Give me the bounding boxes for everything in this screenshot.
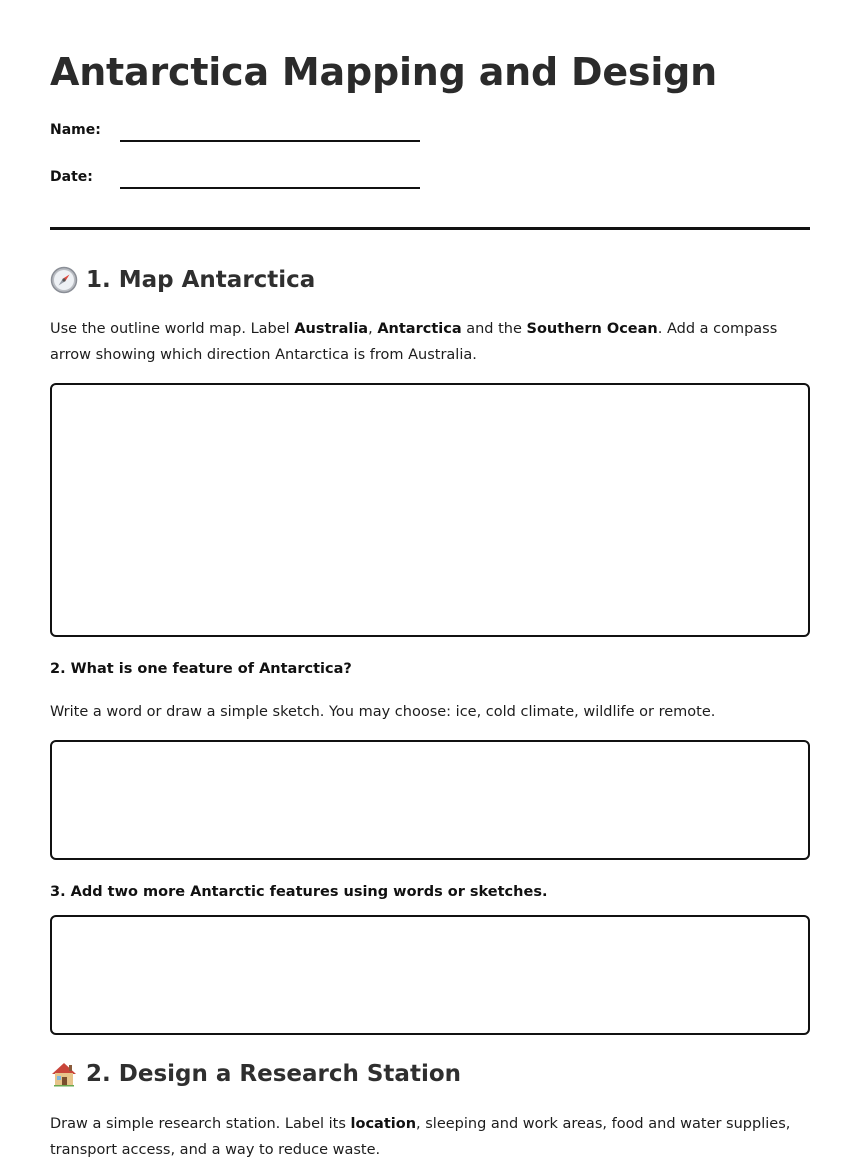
page-title: Antarctica Mapping and Design xyxy=(50,50,718,94)
house-icon xyxy=(50,1060,78,1088)
section-heading-research-station xyxy=(50,1060,461,1088)
question-3-label: 3. Add two more Antarctic features using words or sketches. xyxy=(50,884,548,900)
station-instruction: Draw a simple research station. Label its location, sleeping and work areas, food and water supplies, transport access, and a way to reduce waste. xyxy=(50,1116,791,1158)
term-australia: Australia xyxy=(294,321,369,337)
section-heading-text: 1. Map Antarctica xyxy=(86,267,316,293)
map-instruction: Use the outline world map. Label Australia, Antarctica and the Southern Ocean. Add a compass arrow showing which direction Antarctica is from Australia. xyxy=(50,321,778,363)
compass-icon xyxy=(50,266,78,294)
question-2-instruction: Write a word or draw a simple sketch. You may choose: ice, cold climate, wildlife or remote. xyxy=(50,704,716,720)
section-heading-text: 2. Design a Research Station xyxy=(86,1061,461,1087)
header-divider xyxy=(50,227,810,230)
date-field[interactable] xyxy=(50,169,420,199)
date-line[interactable] xyxy=(120,187,420,189)
more-features-answer-box[interactable] xyxy=(50,915,810,1035)
name-field[interactable] xyxy=(50,122,420,152)
term-southern-ocean: Southern Ocean xyxy=(526,321,658,337)
section-heading-map-antarctica xyxy=(50,266,315,294)
name-label: Name: xyxy=(50,122,101,138)
question-2-label: 2. What is one feature of Antarctica? xyxy=(50,661,352,677)
feature-answer-box[interactable] xyxy=(50,740,810,860)
date-label: Date: xyxy=(50,169,93,185)
map-answer-box[interactable] xyxy=(50,383,810,637)
term-antarctica: Antarctica xyxy=(377,321,462,337)
term-location: location xyxy=(350,1116,417,1132)
name-line[interactable] xyxy=(120,140,420,142)
